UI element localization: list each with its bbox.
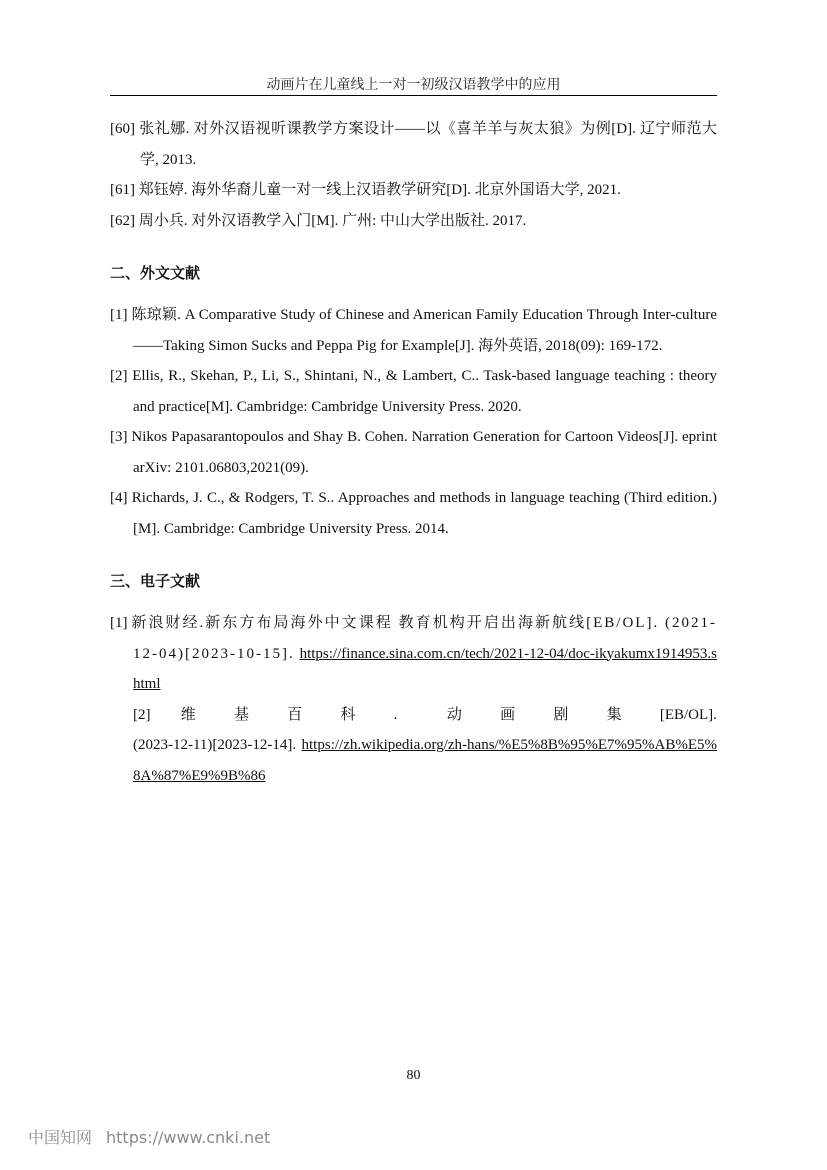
title-char: [EB/OL]. — [659, 706, 717, 723]
reference-number: [3] — [110, 429, 128, 445]
reference-link[interactable]: https://finance.sina.com.cn/tech/2021-12-04/doc-ikyakumx1914953.shtml — [133, 645, 717, 692]
reference-text: 张礼娜. 对外汉语视听课教学方案设计——以《喜羊羊与灰太狼》为例[D]. 辽宁师范大学, 2013. — [139, 121, 717, 168]
reference-number: [61] — [110, 182, 135, 198]
cnki-watermark — [28, 1125, 284, 1148]
reference-number: [60] — [110, 121, 135, 137]
reference-text: Richards, J. C., & Rodgers, T. S.. Approaches and methods in language teaching (Third edition.)[M]. Cambridge: Cambridge University Press. 2014. — [131, 490, 717, 537]
section-heading-electronic: 三、电子文献 — [110, 572, 201, 590]
reference-number: [2] — [110, 368, 128, 384]
reference-text: 郑钰婷. 海外华裔儿童一对一线上汉语教学研究[D]. 北京外国语大学, 2021. — [138, 182, 621, 198]
reference-text: 新浪财经.新东方布局海外中文课程 教育机构开启出海新航线[EB/OL]. (2021-12-04)[2023-10-15]. — [131, 615, 718, 662]
references-body — [110, 114, 717, 791]
reference-item — [110, 114, 717, 175]
reference-text: 陈琼颖. A Comparative Study of Chinese and American Family Education Through Inter-culture——Taking Simon Sucks and Peppa Pig for Example[J]. 海外英语, 2018(09): 169-172. — [131, 307, 718, 354]
reference-text: Nikos Papasarantopoulos and Shay B. Cohen. Narration Generation for Cartoon Videos[J]. eprint arXiv: 2101.06803,2021(09). — [131, 429, 717, 476]
reference-item — [110, 422, 717, 483]
running-header: 动画片在儿童线上一对一初级汉语教学中的应用 — [266, 78, 561, 93]
reference-number: [4] — [110, 490, 128, 506]
reference-number: [62] — [110, 212, 135, 229]
reference-title-row: [2] 维 基 百 科 . 动 画 剧 集 [EB/OL]. — [133, 700, 717, 731]
reference-item — [110, 300, 717, 361]
reference-number: [2] — [133, 706, 151, 723]
reference-number: [1] — [110, 615, 128, 631]
reference-number: [1] — [110, 307, 128, 323]
reference-item — [110, 700, 717, 792]
reference-item — [110, 175, 717, 206]
reference-item — [110, 483, 717, 544]
reference-text: Ellis, R., Skehan, P., Li, S., Shintani, N., & Lambert, C.. Task-based language teaching : theory and practice[M]. Cambridge: Cambridge University Press. 2020. — [132, 368, 717, 415]
header-rule — [110, 95, 717, 96]
section-heading-foreign: 二、外文文献 — [110, 264, 201, 282]
reference-link[interactable]: https://zh.wikipedia.org/zh-hans/%E5%8B%95%E7%95%AB%E5%8A%87%E9%9B%86 — [133, 737, 717, 784]
reference-item — [110, 361, 717, 422]
cnki-url[interactable]: https://www.cnki.net — [106, 1128, 271, 1147]
cnki-logo-text: 中国知网 — [28, 1128, 93, 1147]
reference-item — [110, 608, 717, 700]
reference-dates: (2023-12-11)[2023-12-14]. — [133, 737, 297, 753]
reference-text: 周小兵. 对外汉语教学入门[M]. 广州: 中山大学出版社. 2017. — [138, 212, 527, 229]
page-number: 80 — [406, 1068, 421, 1083]
reference-item — [110, 206, 717, 237]
